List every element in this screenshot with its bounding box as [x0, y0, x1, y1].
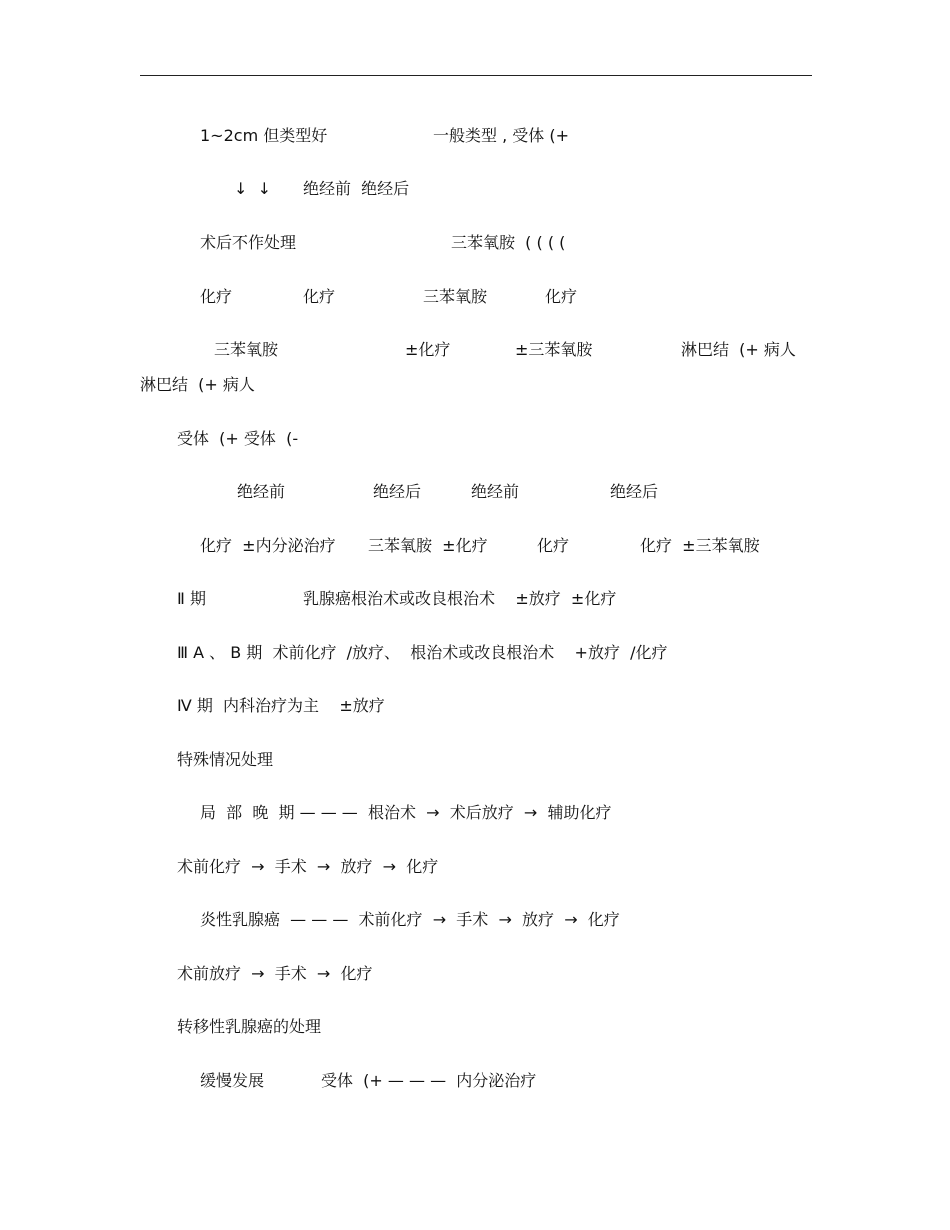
down-arrows: ↓ ↓ — [234, 179, 271, 198]
text-line: 一般类型 , 受体 (+ — [433, 126, 569, 145]
text-line: 化疗 — [545, 287, 578, 306]
text-line: 化疗 ±三苯氧胺 — [640, 536, 760, 555]
header-rule — [140, 75, 812, 76]
text-line: 受体 (+ — — — 内分泌治疗 — [321, 1071, 537, 1090]
text-line: 化疗 ±内分泌治疗 — [200, 536, 336, 555]
text-line: 淋巴结 (+ 病人 — [681, 340, 796, 359]
text-line: 三苯氧胺 ( ( ( ( — [451, 233, 566, 252]
text-line: ±三苯氧胺 — [515, 340, 593, 359]
text-line: Ⅳ 期 内科治疗为主 ±放疗 — [177, 696, 385, 715]
text-line: 1~2cm 但类型好 — [200, 126, 328, 145]
section-heading: 转移性乳腺癌的处理 — [177, 1017, 322, 1036]
text-line: 乳腺癌根治术或改良根治术 ±放疗 ±化疗 — [303, 589, 617, 608]
text-line: 三苯氧胺 — [214, 340, 279, 359]
text-line: 化疗 — [537, 536, 570, 555]
text-line: 三苯氧胺 ±化疗 — [368, 536, 488, 555]
text-line: 受体 (+ 受体 (- — [177, 429, 299, 448]
text-line: 缓慢发展 — [200, 1071, 265, 1090]
text-line: 化疗 — [200, 287, 233, 306]
text-line: 三苯氧胺 — [423, 287, 488, 306]
text-line: Ⅲ A 、 B 期 术前化疗 /放疗、 根治术或改良根治术 +放疗 /化疗 — [177, 643, 668, 662]
text-line: ±化疗 — [405, 340, 451, 359]
text-line: 术后不作处理 — [200, 233, 297, 252]
text-line: 绝经前 — [471, 482, 520, 501]
text-line: 局 部 晚 期 — — — 根治术 → 术后放疗 → 辅助化疗 — [200, 803, 612, 822]
stage-label: Ⅱ 期 — [177, 589, 206, 608]
section-heading: 特殊情况处理 — [177, 750, 274, 769]
text-line: 炎性乳腺癌 — — — 术前化疗 → 手术 → 放疗 → 化疗 — [200, 910, 620, 929]
text-line: 绝经前 绝经后 — [303, 179, 410, 198]
text-line: 绝经前 — [237, 482, 286, 501]
text-line: 术前放疗 → 手术 → 化疗 — [177, 964, 373, 983]
text-line: 淋巴结 (+ 病人 — [140, 375, 255, 394]
text-line: 术前化疗 → 手术 → 放疗 → 化疗 — [177, 857, 439, 876]
text-line: 绝经后 — [610, 482, 659, 501]
text-line: 化疗 — [303, 287, 336, 306]
text-line: 绝经后 — [373, 482, 422, 501]
